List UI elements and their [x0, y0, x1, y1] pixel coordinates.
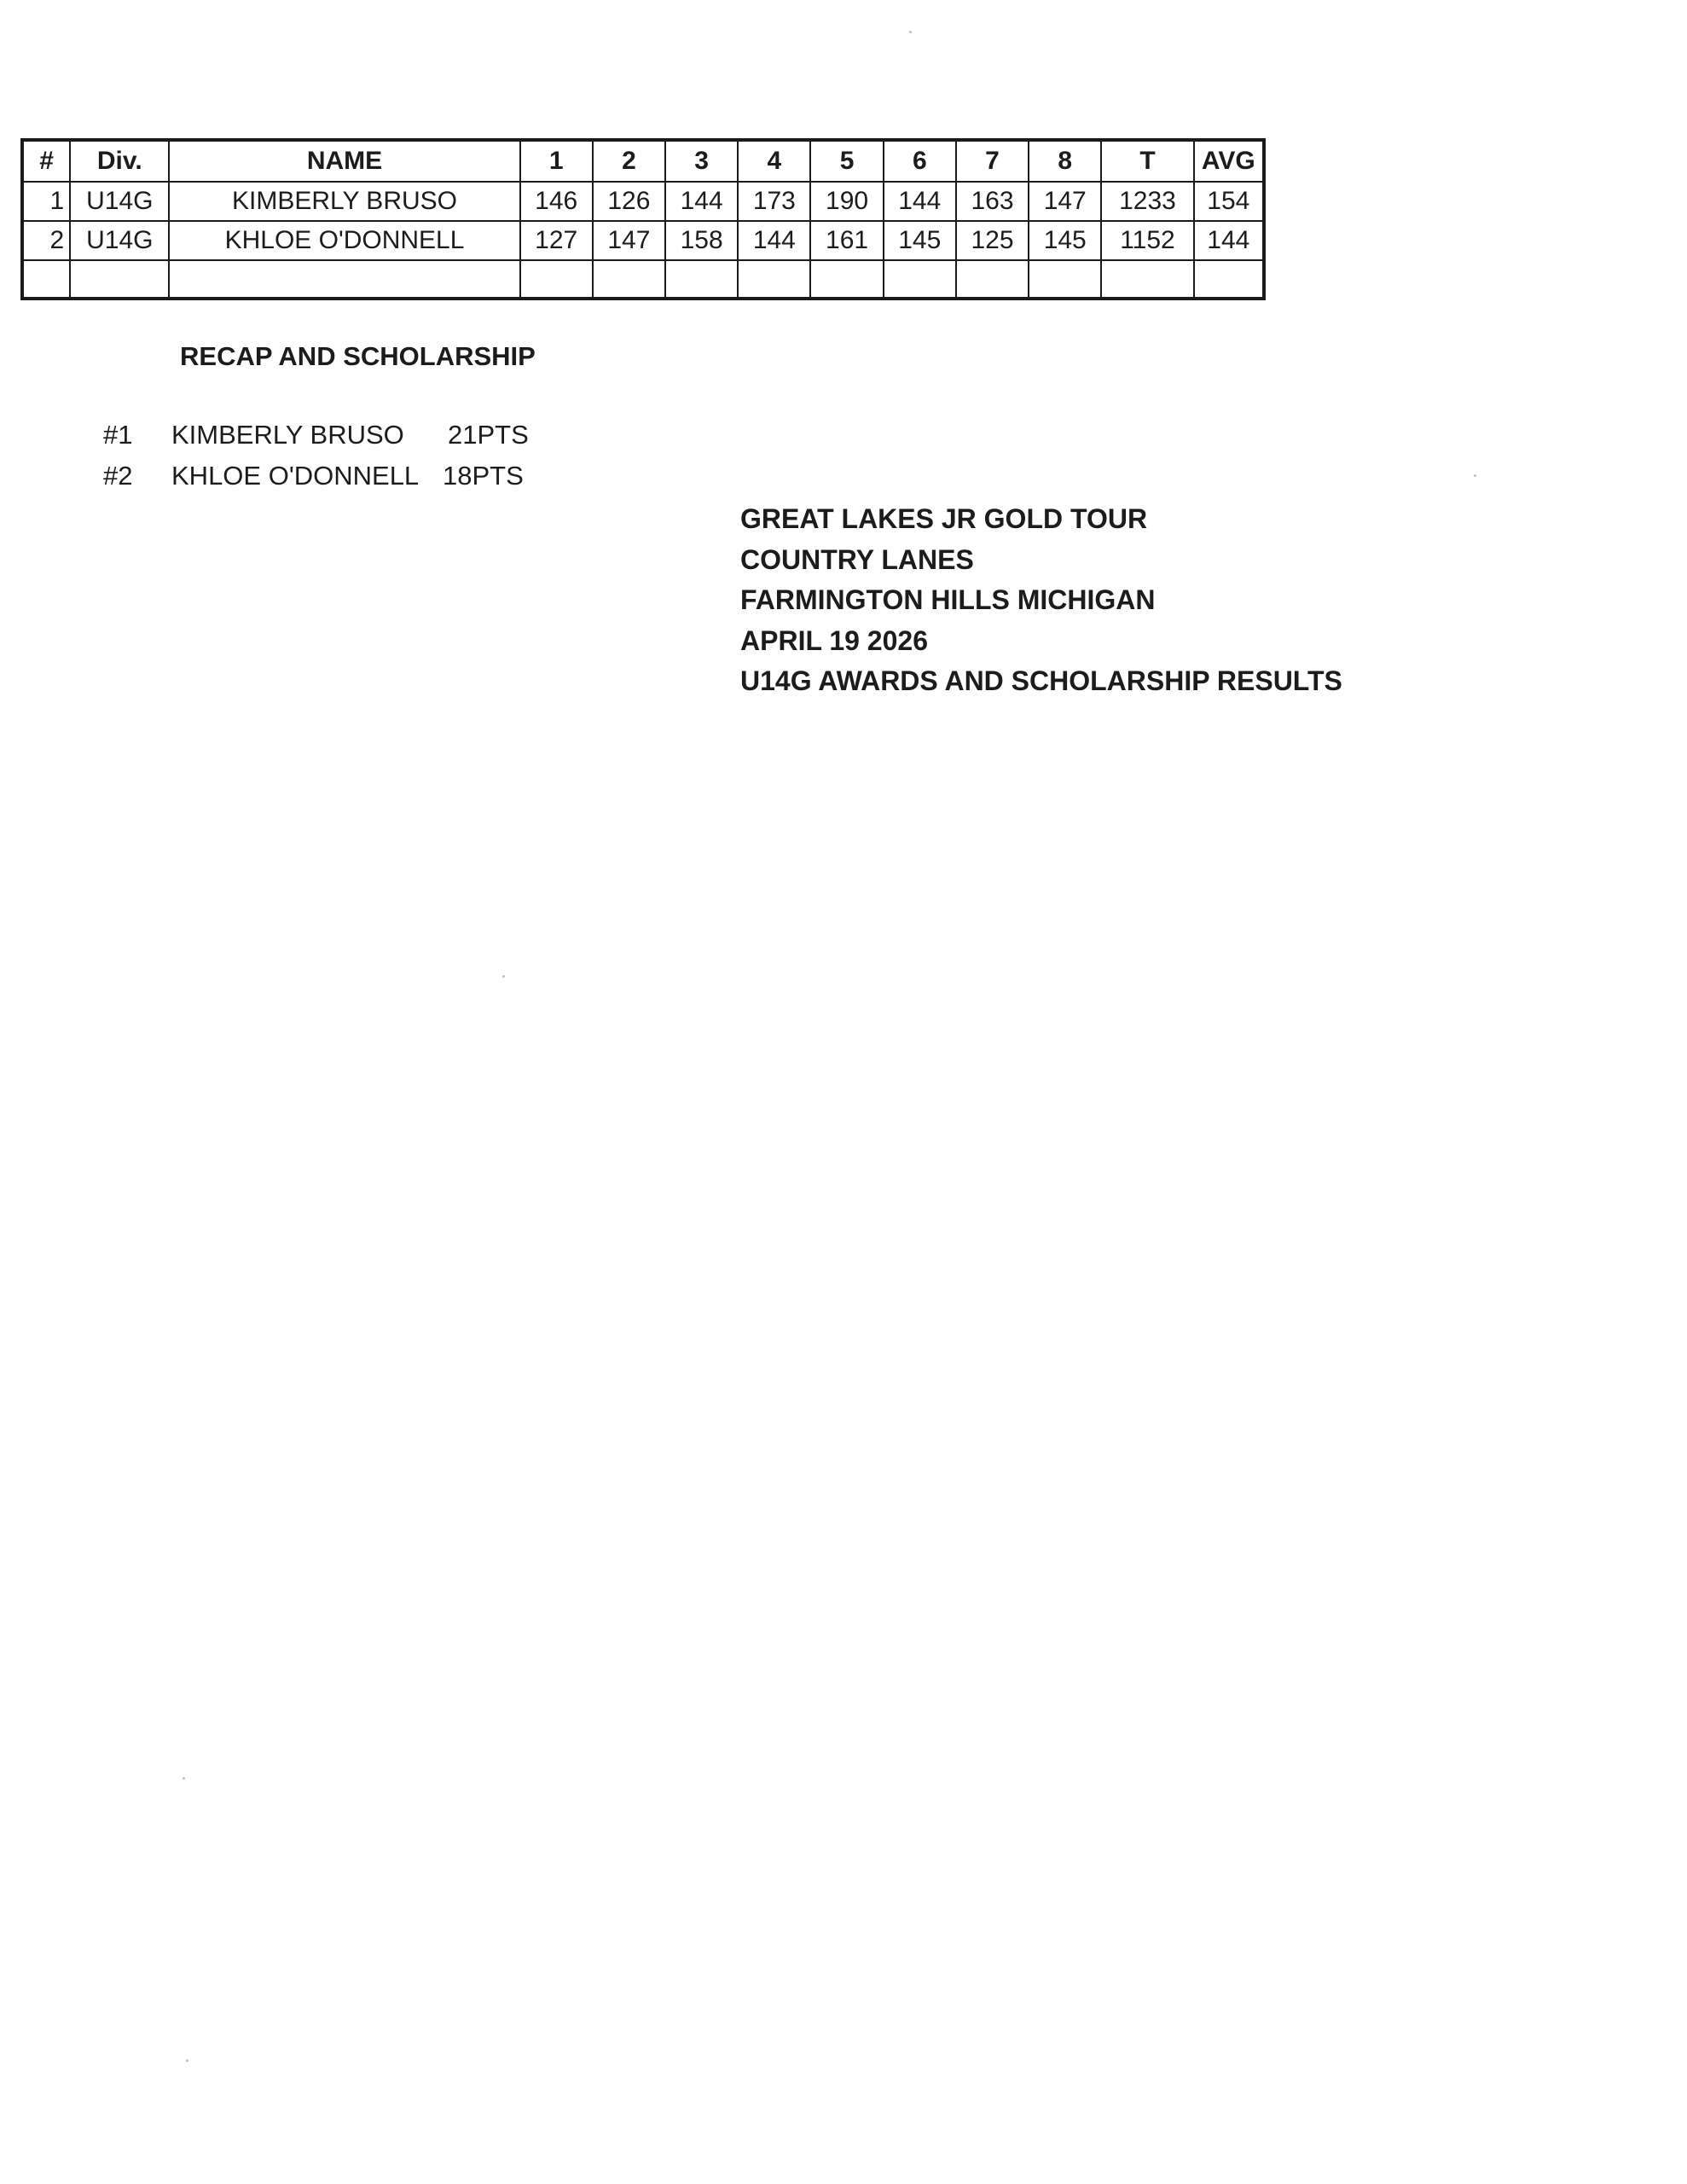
empty-cell	[1029, 260, 1101, 299]
header-game-8: 8	[1029, 140, 1101, 182]
cell-division: U14G	[70, 182, 169, 221]
table-row	[22, 182, 1264, 221]
cell-game-3: 158	[665, 221, 738, 260]
cell-division: U14G	[70, 221, 169, 260]
header-game-7: 7	[956, 140, 1029, 182]
cell-rank: 2	[22, 221, 70, 260]
cell-game-2: 126	[593, 182, 665, 221]
header-total: T	[1101, 140, 1193, 182]
scan-speck	[909, 31, 912, 33]
empty-cell	[169, 260, 519, 299]
empty-cell	[593, 260, 665, 299]
header-game-5: 5	[810, 140, 883, 182]
scan-speck	[502, 975, 505, 978]
cell-name: KIMBERLY BRUSO	[169, 182, 519, 221]
cell-game-1: 127	[520, 221, 593, 260]
cell-game-5: 190	[810, 182, 883, 221]
table-row-empty	[22, 260, 1264, 299]
empty-cell	[956, 260, 1029, 299]
recap-points: 21PTS	[448, 420, 529, 450]
header-average: AVG	[1194, 140, 1264, 182]
event-tour-name: GREAT LAKES JR GOLD TOUR	[740, 503, 1148, 534]
header-game-2: 2	[593, 140, 665, 182]
cell-game-1: 146	[520, 182, 593, 221]
cell-game-4: 144	[738, 221, 810, 260]
event-venue: COUNTRY LANES	[740, 543, 974, 575]
cell-rank: 1	[22, 182, 70, 221]
recap-rank: #2	[103, 461, 133, 491]
header-game-4: 4	[738, 140, 810, 182]
cell-game-4: 173	[738, 182, 810, 221]
recap-name: KHLOE O'DONNELL	[171, 461, 420, 491]
header-rank: #	[22, 140, 70, 182]
cell-game-8: 147	[1029, 182, 1101, 221]
empty-cell	[738, 260, 810, 299]
header-name: NAME	[169, 140, 519, 182]
recap-name: KIMBERLY BRUSO	[171, 420, 404, 450]
empty-cell	[810, 260, 883, 299]
event-location: FARMINGTON HILLS MICHIGAN	[740, 584, 1156, 615]
empty-cell	[70, 260, 169, 299]
empty-cell	[520, 260, 593, 299]
event-info	[740, 503, 1342, 706]
cell-game-5: 161	[810, 221, 883, 260]
header-game-6: 6	[884, 140, 956, 182]
scan-speck	[186, 2059, 188, 2062]
cell-name: KHLOE O'DONNELL	[169, 221, 519, 260]
table-row	[22, 221, 1264, 260]
scan-speck	[183, 1777, 185, 1780]
cell-game-2: 147	[593, 221, 665, 260]
scan-speck	[1474, 474, 1476, 477]
empty-cell	[1101, 260, 1193, 299]
header-division: Div.	[70, 140, 169, 182]
cell-average: 154	[1194, 182, 1264, 221]
empty-cell	[884, 260, 956, 299]
empty-cell	[1194, 260, 1264, 299]
event-description: U14G AWARDS AND SCHOLARSHIP RESULTS	[740, 665, 1342, 696]
cell-game-8: 145	[1029, 221, 1101, 260]
cell-game-6: 144	[884, 182, 956, 221]
cell-total: 1233	[1101, 182, 1193, 221]
table-header-row	[22, 140, 1264, 182]
event-date: APRIL 19 2026	[740, 624, 928, 656]
cell-average: 144	[1194, 221, 1264, 260]
cell-game-3: 144	[665, 182, 738, 221]
header-game-1: 1	[520, 140, 593, 182]
cell-game-6: 145	[884, 221, 956, 260]
empty-cell	[22, 260, 70, 299]
cell-total: 1152	[1101, 221, 1193, 260]
cell-game-7: 125	[956, 221, 1029, 260]
header-game-3: 3	[665, 140, 738, 182]
recap-rank: #1	[103, 420, 133, 450]
recap-points: 18PTS	[443, 461, 524, 491]
recap-title: RECAP AND SCHOLARSHIP	[180, 341, 536, 371]
empty-cell	[665, 260, 738, 299]
cell-game-7: 163	[956, 182, 1029, 221]
results-table	[20, 138, 1266, 300]
